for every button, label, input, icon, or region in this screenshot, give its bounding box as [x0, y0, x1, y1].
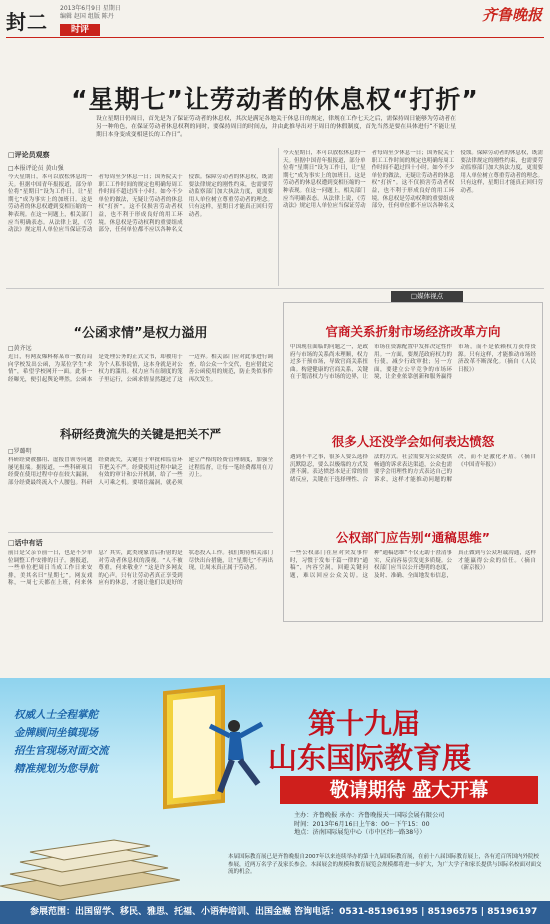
page-header [0, 0, 550, 38]
leaping-student-illustration [200, 716, 270, 806]
column-a-byline: □黄齐远 [8, 345, 32, 352]
newspaper-logo: 齐鲁晚报 [481, 6, 542, 24]
column-a-headline: “公函求情”是权力溢用 [73, 326, 208, 341]
editor-line: 编辑 赵国 组版 陈丹 [60, 13, 114, 20]
column-c-body: 前日是父亲节前一日，也是不少单位调整工作安排的日子。据报道，一些单位把周日当成工作日来安排，美其名曰“星期七”。网友戏称，一周七天都在上班，何来休息？其实，此类现象背后折射的是对劳动者休息权的漠视。“人不被尊重，何来敬业？”这是许多网友的心声。只有让劳动者真正享受到应有的休息，才能让他们以更好的状态投入工作。我们期待相关部门尽快出台措施，让“星期七”不再出现，让周末真正属于劳动者。 [8, 550, 273, 587]
ad-slogan: 金牌顾问坐镇现场 [14, 727, 98, 739]
ad-slogan: 精准规划为您导航 [14, 763, 98, 775]
column-rule [278, 148, 279, 286]
article1-kicker: □评论员观察 [8, 151, 50, 159]
book-stack-illustration [0, 828, 180, 901]
article1-byline: □本报评论员 黄山强 [8, 165, 64, 172]
section-divider [6, 288, 544, 289]
column-b-byline: □罗璐明 [8, 448, 32, 455]
media-item2-body: 遇到不平之事，很多人要么选择沉默隐忍，要么以极端的方式发泄不满。表达愤怒本是正常的情绪反应，关键在于选择理性、合法的方式。社会需要为公众提供畅通的诉求表达渠道，公众也需要学会用理性的方式表达自己的诉求，这样才能推动问题的解决，而不是激化矛盾。（摘自《中国青年报》） [290, 454, 536, 483]
ad-slogans [14, 706, 109, 778]
media-item3-headline: 公权部门应告别“通稿思维” [336, 530, 490, 545]
ad-slogan: 招生官现场对面交流 [14, 745, 109, 757]
ad-edition: 第十九届 [308, 707, 421, 740]
lede-paragraph: 设立星期日仍周日，首先是为了保证劳动者的休息权，其次是满足各地关于休息日的规定，律规在工作七天之后，需保持周日能够为劳动者在另一种角色，在保证劳动者休息权利的同时，要保持周日的时间点，并由此推导出对于周日的休假制度，首先当然是要在具体进行“不能让星期日本身变成变相延长的工作日”。 [96, 116, 456, 138]
header-rule [6, 37, 544, 38]
column-label: 时评 [60, 24, 100, 36]
media-box-tag: □媒体视点 [391, 291, 463, 302]
ad-venue: 地点：济南国际展览中心（市中区纬一路38号） [294, 829, 426, 836]
media-item1-body: 中国现在面临的问题之一，是政府与市场的关系尚未理顺，权力过多干预市场，导致官商关系扭曲。构建健康的官商关系，关键在于划清权力与市场的边界，让市场在资源配置中发挥决定性作用。一方面，要规范政府权力的行使，减少行政审批；另一方面，要建立公平竞争的市场环境，让企业依靠创新和服务赢得市场，而不是依赖权力获得资源。只有这样，才能推动市场经济改革不断深化。（摘自《人民日报》） [290, 344, 536, 381]
article1-body: 今天星期日，本可以放松休息的一天。但据中国青年报报道，部分单位将“星期日”设为工作日，让“星期七”成为事实上的加班日。这是劳动者的休息权遭到变相压缩的一种表现。在这一问题上，相关部门应当明确表态。从法律上说，《劳动法》规定用人单位应当保证劳动者每周至少休息一日；国务院关于职工工作时间的规定也明确每周工作时间不超过四十小时。如今不少单位的做法，无疑让劳动者的休息权“打折”。这不仅损害劳动者权益，也不利于形成良好的用工环境。休息权是劳动权利的重要组成部分，任何单位都不应以各种名义侵蚀。保障劳动者的休息权，既需要法律规定的刚性约束，也需要劳动监察部门加大执法力度，更需要用人单位树立尊重劳动者的理念。只有这样，星期日才能真正回归劳动者。 [8, 174, 273, 234]
section-title: 封二 [6, 10, 48, 34]
date-line: 2013年6月9日 星期日 [60, 5, 121, 12]
column-b-headline: 科研经费流失的关键是把关不严 [60, 427, 221, 441]
media-item1-headline: 官商关系折射市场经济改革方向 [325, 324, 501, 339]
column-c-divider [8, 532, 273, 533]
column-b-body: 科研经费被挪用、虚报冒领等问题屡见报端。据报道，一些科研项目经费在使用过程中存在较大漏洞，部分经费最终流入个人腰包。科研经费流失，关键在于审批和监管环节把关不严。经费使用过程中缺乏有效的审计和公开机制，给了一些人可乘之机。要堵住漏洞，就必须建立严格的经费管理制度，加强全过程监督，让每一笔经费都用在刀刃上。 [8, 457, 273, 486]
ad-footer: 参展范围：出国留学、移民、雅思、托福、小语种培训、出国金融 咨询电话：0531-85196195 | 85196575 | 85196197 [0, 901, 550, 924]
column-c-kicker: □话中有话 [8, 539, 43, 547]
issue-meta [60, 5, 121, 21]
ad-description: 本届国际教育展已是齐鲁晚报自2007年以来连续举办的第十九届国际教育展，在前十八届国际教育展上，各有近百所国内外院校参展，近两万名学子及家长参会。本届展会的规模和教育展览会规模都将进一步扩大，为广大学子和家长提供与国际名校面对面交流的机会。 [228, 854, 542, 876]
column-a-body: 近日，有网友爆料称某市一教育局向学校发出公函，为某位学生“求情”，希望学校网开一面。此事一经曝光，便引起舆论哗然。公函本是处理公务的正式文书，却被用于为个人私事说情，这本身就是对公权力的滥用。权力应当在制度的笼子里运行，公函求情显然越过了这一边界。相关部门应对此事进行调查，给公众一个交代，也应借此完善公函使用的规范，防止类似事件再次发生。 [8, 354, 273, 383]
ad-time: 时间：2013年6月16日上午8：00－下午15：00 [294, 820, 430, 828]
ad-slogan: 权威人士全程掌舵 [14, 709, 98, 721]
article1-body-continued: 今天星期日，本可以放松休息的一天。但据中国青年报报道，部分单位将“星期日”设为工作日，让“星期七”成为事实上的加班日。这是劳动者的休息权遭到变相压缩的一种表现。在这一问题上，相关部门应当明确表态。从法律上说，《劳动法》规定用人单位应当保证劳动者每周至少休息一日；国务院关于职工工作时间的规定也明确每周工作时间不超过四十小时。如今不少单位的做法，无疑让劳动者的休息权“打折”。这不仅损害劳动者权益，也不利于形成良好的用工环境。休息权是劳动权利的重要组成部分，任何单位都不应以各种名义侵蚀。保障劳动者的休息权，既需要法律规定的刚性约束，也需要劳动监察部门加大执法力度，更需要用人单位树立尊重劳动者的理念。只有这样，星期日才能真正回归劳动者。 [283, 150, 543, 210]
ad-tagline: 敬请期待 盛大开幕 [280, 776, 538, 804]
main-headline: “星期七”让劳动者的休息权“打折” [71, 85, 479, 114]
media-item3-body: 一些公权部门在应对突发事件时，习惯于发布千篇一律的“通稿”，内容空洞，回避关键问题，难以回应公众关切。这种“通稿思维”不仅无助于澄清事实，反而容易引发更多质疑。公权部门应当以公开透明的态度，及时、准确、全面地发布信息，真正做到与公众坦诚沟通，这样才能赢得公众的信任。（摘自《新京报》） [290, 550, 536, 579]
media-item2-headline: 很多人还没学会如何表达愤怒 [331, 434, 495, 449]
education-expo-ad [0, 678, 550, 924]
ad-expo-name: 山东国际教育展 [268, 741, 472, 775]
ad-host: 主办：齐鲁晚报 承办：齐鲁晚报天一国际会展有限公司 [294, 812, 445, 819]
ad-event-info [294, 812, 444, 838]
